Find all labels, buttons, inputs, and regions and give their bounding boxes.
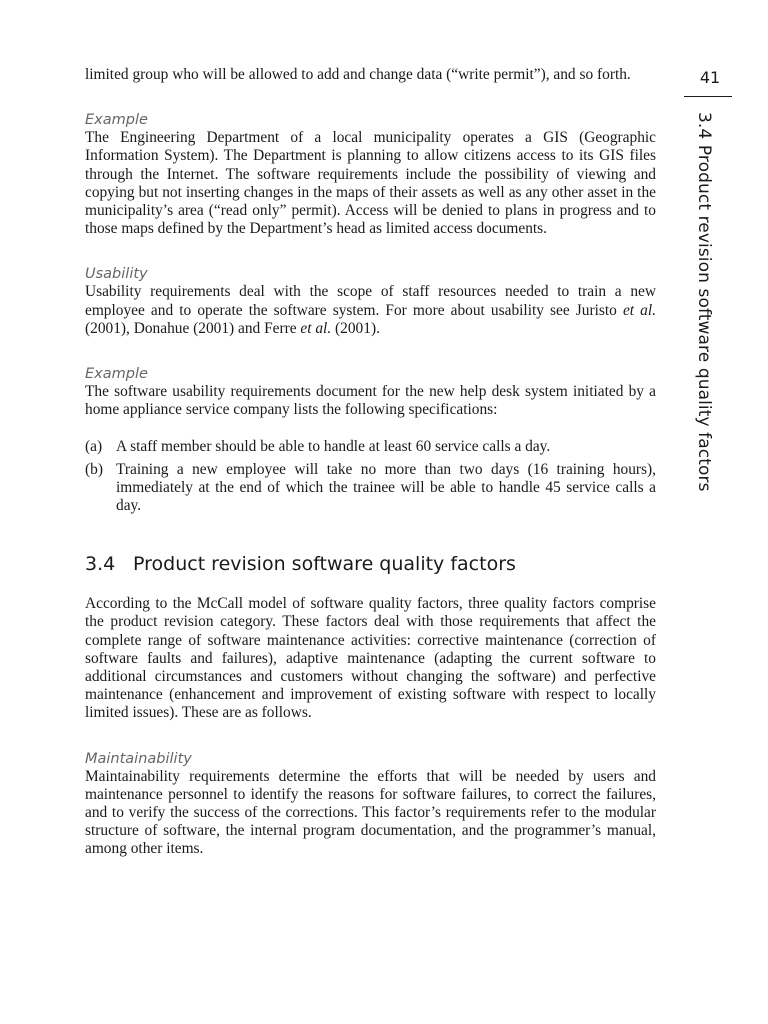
usability-text-part: (2001), Donahue (2001) and Ferre bbox=[85, 319, 301, 337]
section-intro-paragraph: According to the McCall model of software quality factors, three quality factors comprise the product revision category. These factors deal with those requirements that affect the complete range of software maintenance activities: corrective maintenance (correction of software faults and failures), adaptive maintenance (adapting the current software to additional circumstances and customers without changing the software) and perfective maintenance (enhancement and improvement of existing software with respect to locally limited issues). These are as follows. bbox=[85, 595, 656, 722]
example-paragraph: The software usability requirements document for the new help desk system initiated by a home appliance service company lists the following specifications: bbox=[85, 383, 656, 419]
example-paragraph: The Engineering Department of a local municipality operates a GIS (Geographic Information System). The Department is planning to allow citizens access to its GIS files through the Internet. The software requirements include the possibility of viewing and copying but not inserting changes in the maps of their assets as well as any other asset in the municipality’s area (“read only” permit). Access will be denied to plans in progress and to those maps defined by the Department’s head as limited access documents. bbox=[85, 129, 656, 238]
maintainability-label: Maintainability bbox=[85, 750, 192, 767]
running-head: 3.4 Product revision software quality factors bbox=[694, 112, 714, 492]
section-number: 3.4 bbox=[85, 553, 116, 576]
list-item-text: A staff member should be able to handle at least 60 service calls a day. bbox=[116, 438, 551, 456]
specification-list bbox=[85, 438, 656, 515]
list-item bbox=[85, 438, 656, 456]
citation-etal: et al. bbox=[300, 319, 332, 337]
header-rule bbox=[684, 96, 732, 97]
usability-text-part: (2001). bbox=[331, 319, 380, 337]
maintainability-paragraph: Maintainability requirements determine the efforts that will be needed by users and maintenance personnel to identify the reasons for software failures, to correct the failures, and to verify the success of the corrections. This factor’s requirements refer to the modular structure of software, the internal program documentation, and the programmer’s manual, among other items. bbox=[85, 767, 656, 858]
section-title: Product revision software quality factors bbox=[133, 553, 516, 576]
page-number: 41 bbox=[699, 68, 721, 87]
example-label: Example bbox=[85, 112, 148, 129]
usability-paragraph bbox=[85, 283, 656, 338]
intro-paragraph: limited group who will be allowed to add and change data (“write permit”), and so forth. bbox=[85, 66, 631, 83]
main-text bbox=[85, 66, 656, 859]
citation-etal: et al. bbox=[622, 301, 656, 319]
list-marker: (a) bbox=[85, 438, 103, 456]
list-marker: (b) bbox=[85, 460, 103, 478]
section-heading bbox=[85, 552, 656, 576]
list-item-text: Training a new employee will take no more than two days (16 training hours), immediately at the end of which the trainee will be able to handle 45 service calls a day. bbox=[116, 460, 656, 515]
usability-text-part: Usability requirements deal with the scope of staff resources needed to train a new employee and to operate the software system. For more about usability see Juristo bbox=[85, 283, 656, 319]
usability-label: Usability bbox=[85, 266, 148, 283]
example-label: Example bbox=[85, 366, 148, 383]
list-item bbox=[85, 461, 656, 516]
